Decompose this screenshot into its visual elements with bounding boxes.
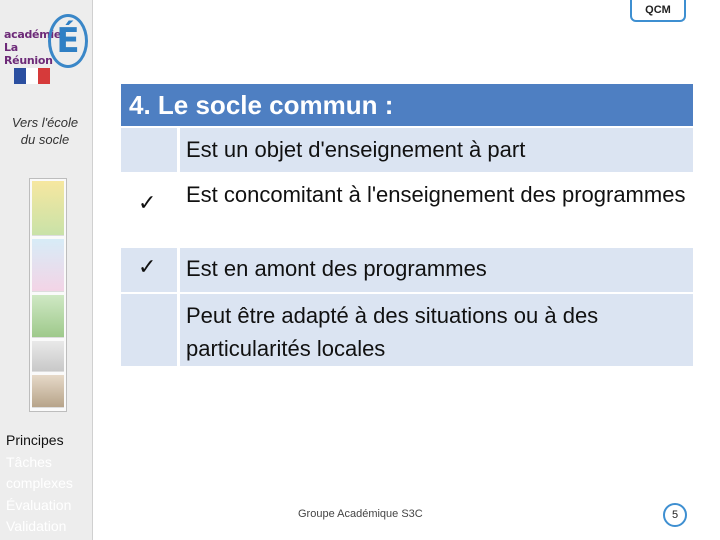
illustration-cell bbox=[32, 181, 64, 236]
academie-logo bbox=[4, 8, 90, 70]
logo-line-2: La Réunion bbox=[4, 41, 53, 67]
illustration-cell bbox=[32, 295, 64, 338]
nav-item-validation[interactable]: Validation bbox=[6, 518, 67, 534]
check-cell bbox=[121, 294, 177, 366]
answer-option-1[interactable]: Est un objet d'enseignement à part bbox=[180, 128, 693, 172]
french-flag-icon bbox=[14, 68, 50, 84]
answer-option-4[interactable]: Peut être adapté à des situations ou à des particularités locales bbox=[180, 294, 693, 366]
footer-text: Groupe Académique S3C bbox=[298, 508, 423, 520]
sidebar bbox=[0, 0, 93, 540]
illustration-cell bbox=[32, 375, 64, 408]
sidebar-nav bbox=[6, 430, 92, 538]
sidebar-subtitle: Vers l'école du socle bbox=[11, 115, 79, 147]
nav-item-principes[interactable]: Principes bbox=[6, 432, 64, 448]
illustration-strip bbox=[29, 178, 67, 412]
nav-item-evaluation[interactable]: Évaluation bbox=[6, 496, 72, 513]
check-cell bbox=[121, 128, 177, 172]
checkmark-icon: ✓ bbox=[138, 191, 157, 216]
answer-option-2[interactable]: Est concomitant à l'enseignement des programmes bbox=[180, 174, 693, 246]
logo-line-1: académie bbox=[4, 28, 61, 41]
checkmark-icon: ✓ bbox=[138, 255, 157, 280]
nav-item-taches-complexes[interactable] bbox=[6, 452, 92, 495]
answer-option-3[interactable]: Est en amont des programmes bbox=[180, 248, 693, 292]
logo-letter: É bbox=[48, 14, 88, 68]
nav-item-label: Tâches complexes bbox=[6, 453, 73, 491]
qcm-button[interactable]: QCM bbox=[630, 0, 686, 22]
illustration-cell bbox=[32, 239, 64, 292]
slide-title: 4. Le socle commun : bbox=[121, 84, 693, 126]
page-number: 5 bbox=[663, 503, 687, 527]
illustration-cell bbox=[32, 341, 64, 372]
